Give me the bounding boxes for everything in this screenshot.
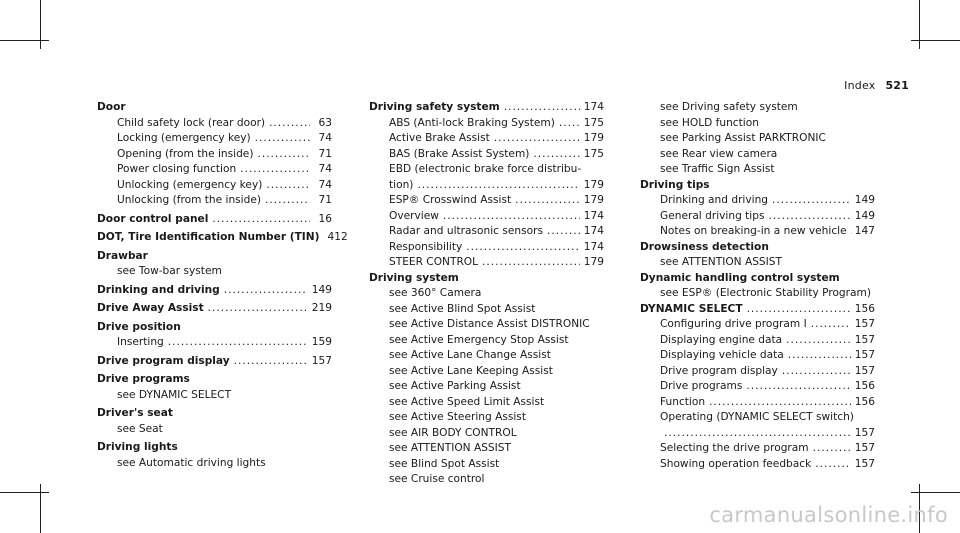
index-subentry [369,379,604,395]
entry-text: Radar and ultrasonic sensors [389,225,543,237]
entry-text: Driver's seat [97,407,173,419]
index-subentry [369,147,604,163]
page-reference[interactable]: 412 [327,231,348,243]
entry-text: see Parking Assist PARKTRONIC [660,132,826,144]
index-heading [97,440,332,456]
entry-text: Driving lights [97,441,178,453]
entry-text: see AIR BODY CONTROL [389,426,517,439]
leader-dots [547,224,580,240]
page-reference[interactable]: 149 [854,209,875,222]
index-subentry [640,457,875,473]
entry-text: Drive programs [97,373,190,385]
crop-mark [0,40,49,41]
entry-text: see Seat [117,422,163,435]
leader-dots [417,178,579,194]
index-subentry [369,333,604,349]
entry-text: Selecting the drive program [660,442,809,454]
index-column-2 [369,100,604,488]
entry-text: DOT, Tire Identification Number (TIN) [97,231,320,243]
index-heading [97,100,332,116]
entry-text: Active Brake Assist [389,132,490,144]
index-subentry [640,224,875,240]
index-subentry [640,116,875,132]
page-reference[interactable]: 175 [583,147,604,160]
page-reference[interactable]: 156 [854,302,875,315]
entry-text: Operating (DYNAMIC SELECT switch) [660,411,854,423]
index-subentry [369,472,604,488]
entry-text: Driving tips [640,178,710,191]
leader-dots [515,193,580,209]
leader-dots [482,255,580,271]
index-subentry [640,131,875,147]
index-heading [369,271,604,287]
index-subentry [369,116,604,132]
index-subentry [640,426,875,442]
crop-mark [0,492,49,493]
page-reference[interactable]: 74 [318,178,332,191]
leader-dots [240,162,310,178]
entry-text: Driving safety system [369,101,500,113]
page-reference[interactable]: 156 [854,380,875,392]
entry-text: see Cruise control [389,473,485,485]
entry-text: see Active Speed Limit Assist [389,395,545,408]
crop-mark [911,492,960,493]
index-heading [97,320,332,336]
index-subentry [97,178,332,194]
index-subentry [369,348,604,364]
index-subentry [369,364,604,380]
entry-text: Door [97,101,126,113]
index-subentry [640,193,875,209]
index-heading [97,230,348,246]
leader-dots [664,426,851,442]
index-heading [369,100,604,116]
entry-text: Drive program display [660,364,778,377]
index-subentry [97,456,332,472]
index-subentry [640,209,875,225]
index-heading [97,212,332,228]
leader-dots [746,379,850,395]
page-reference[interactable]: 74 [318,163,332,175]
entry-text: STEER CONTROL [389,256,479,268]
index-subentry [369,441,604,457]
leader-dots [255,131,310,147]
index-subentry [369,410,604,426]
page-reference[interactable]: 157 [854,318,875,330]
leader-dots [709,395,851,411]
index-subentry [369,302,604,318]
index-subentry [97,422,332,438]
entry-text: see ATTENTION ASSIST [389,442,511,454]
leader-dots [815,457,851,473]
crop-mark [911,40,960,41]
leader-dots [494,131,580,147]
entry-text: Driving system [369,271,459,284]
index-subentry [640,162,875,178]
leader-dots [466,240,579,256]
crop-mark [919,0,920,49]
entry-text: tion) [389,178,414,191]
leader-dots [813,441,851,457]
entry-text: Drive programs [660,380,743,392]
index-heading [97,372,332,388]
entry-text: Displaying vehicle data [660,349,784,361]
index-subentry [369,286,604,302]
page-reference[interactable]: 159 [311,336,332,348]
entry-text: Child safety lock (rear door) [117,116,266,129]
page-reference[interactable]: 157 [854,442,875,454]
watermark: carmanualsonline.info [709,503,948,527]
index-heading [640,178,875,194]
entry-text: see Active Blind Spot Assist [389,302,536,315]
entry-text: Dynamic handling control system [640,271,840,284]
entry-text: Notes on breaking-in a new vehicle [660,225,847,237]
leader-dots [786,333,851,349]
leader-dots [266,178,310,194]
entry-text: see HOLD function [660,116,759,129]
page-number: 521 [885,79,909,92]
leader-dots [224,283,308,299]
entry-text: see Traffic Sign Assist [660,163,775,175]
index-subentry [640,441,875,457]
leader-dots [782,364,851,380]
entry-text: DYNAMIC SELECT [640,302,743,315]
index-subentry [369,426,604,442]
entry-text: see Tow-bar system [117,265,222,277]
entry-text: see Rear view camera [660,147,778,160]
entry-text: see Active Lane Keeping Assist [389,364,553,377]
page-reference[interactable]: 175 [583,116,604,129]
entry-text: see Active Parking Assist [389,380,521,392]
page-reference[interactable]: 174 [583,225,604,237]
page-reference[interactable]: 179 [583,194,604,206]
page-reference[interactable]: 71 [318,194,332,206]
index-subentry [97,131,332,147]
index-subentry [640,379,875,395]
entry-text: BAS (Brake Assist System) [389,147,530,160]
index-heading [97,301,332,317]
index-column-1 [97,100,348,471]
entry-text: Configuring drive program I [660,318,807,330]
page-reference[interactable]: 157 [854,364,875,377]
index-subentry [369,317,604,333]
page-reference[interactable]: 179 [583,132,604,144]
index-heading [97,249,332,265]
index-subentry [369,395,604,411]
index-subentry [640,364,875,380]
index-subentry [640,410,875,426]
entry-text: Function [660,395,706,408]
leader-dots [443,209,580,225]
entry-text: Inserting [117,336,164,348]
page-reference[interactable]: 147 [854,225,875,237]
leader-dots [168,335,308,351]
index-subentry [97,162,332,178]
leader-dots [212,212,310,228]
index-subentry [369,193,604,209]
page-reference[interactable]: 149 [854,194,875,206]
leader-dots [265,193,310,209]
entry-text: see ESP® (Electronic Stability Program) [660,287,871,299]
leader-dots [788,348,851,364]
index-subentry [369,131,604,147]
index-subentry [97,264,332,280]
page-reference[interactable]: 16 [318,212,332,225]
entry-text: Power closing function [117,163,237,175]
index-subentry [369,209,604,225]
entry-text: Showing operation feedback [660,457,812,470]
index-heading [97,283,332,299]
entry-text: Displaying engine data [660,333,783,346]
page-reference[interactable]: 157 [854,426,875,439]
leader-dots [504,100,580,116]
entry-text: Unlocking (emergency key) [117,178,263,191]
entry-text: see DYNAMIC SELECT [117,388,232,401]
leader-dots [559,116,580,132]
index-subentry [640,100,875,116]
entry-text: EBD (electronic brake force distribu- [389,163,582,175]
index-subentry [640,317,875,333]
page-reference[interactable]: 74 [318,132,332,144]
index-subentry [640,348,875,364]
leader-dots [269,116,310,132]
index-subentry [640,333,875,349]
page-reference[interactable]: 179 [583,178,604,191]
entry-text: Drinking and driving [660,194,769,206]
leader-dots [257,147,310,163]
page-reference[interactable]: 149 [311,283,332,296]
entry-text: Drive Away Assist [97,302,204,314]
entry-text: Drawbar [97,249,148,262]
entry-text: Locking (emergency key) [117,132,251,144]
index-column-3 [640,100,875,472]
entry-text: see Active Lane Change Assist [389,349,551,361]
index-subentry [97,193,332,209]
leader-dots [747,302,851,318]
index-subentry [97,147,332,163]
entry-text: see 360° Camera [389,287,482,299]
index-subentry [369,457,604,473]
index-subentry [369,255,604,271]
page-reference[interactable]: 63 [318,116,332,129]
entry-text: Drowsiness detection [640,240,769,253]
entry-text: Drive program display [97,354,230,367]
entry-text: see Active Emergency Stop Assist [389,333,569,346]
entry-text: see Active Steering Assist [389,411,526,423]
entry-text: Unlocking (from the inside) [117,194,262,206]
crop-mark [40,0,41,49]
page-reference[interactable]: 71 [318,147,332,160]
section-title: Index [844,79,876,92]
page-reference[interactable]: 174 [583,240,604,253]
index-subentry [369,178,604,194]
page-reference[interactable]: 157 [854,349,875,361]
page-header [844,79,909,92]
entry-text: Overview [389,209,439,222]
page-reference[interactable]: 179 [583,256,604,268]
index-heading [640,302,875,318]
leader-dots [234,354,308,370]
leader-dots [533,147,579,163]
entry-text: ABS (Anti-lock Braking System) [389,116,555,129]
index-subentry [369,240,604,256]
entry-text: see Automatic driving lights [117,456,266,469]
page-reference[interactable]: 219 [311,302,332,314]
index-heading [97,354,332,370]
page-reference[interactable]: 174 [583,101,604,113]
index-heading [640,271,875,287]
leader-dots [772,193,851,209]
page-reference[interactable]: 174 [583,209,604,222]
index-heading [640,240,875,256]
page-reference[interactable]: 157 [311,354,332,367]
entry-text: see Active Distance Assist DISTRONIC [389,318,590,330]
index-heading [97,406,332,422]
index-subentry [97,335,332,351]
page-reference[interactable]: 156 [854,395,875,408]
entry-text: see Driving safety system [660,101,798,113]
index-subentry [369,224,604,240]
entry-text: Opening (from the inside) [117,147,254,160]
leader-dots [769,209,851,225]
leader-dots [208,301,308,317]
index-subentry [640,286,875,302]
entry-text: Responsibility [389,240,463,253]
index-subentry [97,116,332,132]
entry-text: Door control panel [97,212,209,225]
index-subentry [640,395,875,411]
index-subentry [640,255,875,271]
index-subentry [97,388,332,404]
page-reference[interactable]: 157 [854,457,875,470]
entry-text: ESP® Crosswind Assist [389,194,512,206]
entry-text: Drive position [97,320,181,333]
entry-text: see Blind Spot Assist [389,457,500,470]
entry-text: Drinking and driving [97,283,220,296]
index-subentry [369,162,604,178]
page-reference[interactable]: 157 [854,333,875,346]
index-subentry [640,147,875,163]
entry-text: see ATTENTION ASSIST [660,256,782,268]
entry-text: General driving tips [660,209,765,222]
leader-dots [811,317,851,333]
